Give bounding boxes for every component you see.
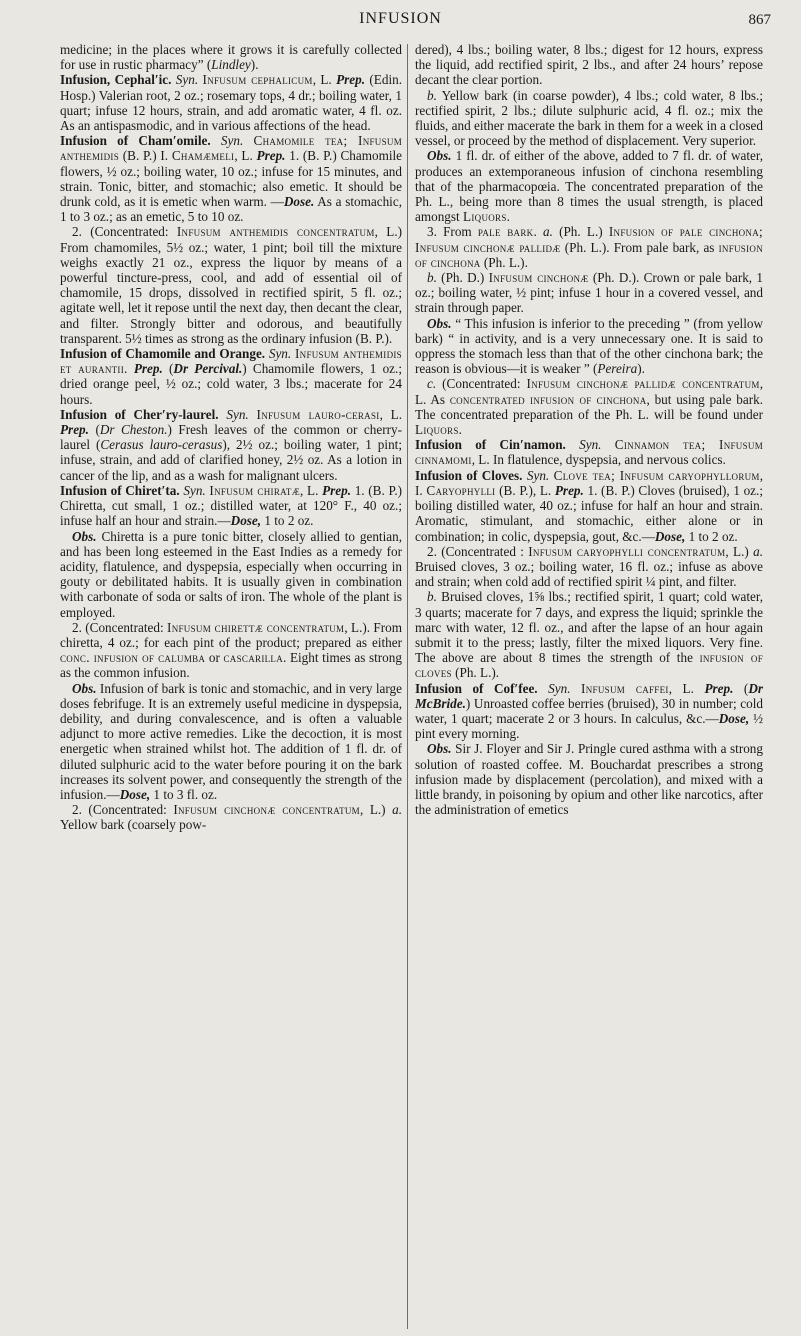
text-run xyxy=(538,681,549,696)
text-run: Infusion of bark is tonic and stomachic, and in very large doses febrifuge. It is an extremely useful medicine in dyspepsia, debility, and during convalescence, and is often a valuable adjunct to more active remedies. Like the decoction, it is most energetic when strained whilst hot. The addition of 1 fl. dr. of diluted sulphuric acid to the water before pouring it on the bark increases its solvent power, and consequently the strength of the infusion.— xyxy=(60,680,402,802)
text-run: pale bark xyxy=(477,224,534,240)
text-run: Prep. xyxy=(336,72,366,88)
text-run: , L.) From chamomiles, 5½ oz.; water, 1 pint; boil till the mixture weighs exactly 21 oz., express the liquor by means of a powerful tincture-press, cool, and add of essential oil of chamomile, 15 drops, dissolved in rectified spirit, 5 fl. oz.; agitate well, let it repose until the next day, then decant the clear, and filter. Strongly bitter and odorous, and beautifully transparent. 5½ times as strong as the ordinary infusion (B. P.). xyxy=(60,224,403,346)
text-run: medicine; in the places where it grows it is carefully collected for use in rustic pharmacy” ( xyxy=(60,42,402,73)
paragraph xyxy=(415,741,763,817)
text-run xyxy=(211,133,221,148)
text-run: As a stomachic, 1 to 3 oz.; as an emetic, 5 to 10 oz. xyxy=(60,194,402,225)
text-run: (B. P.), L. xyxy=(495,482,555,498)
entry-headword: Obs. xyxy=(427,148,452,164)
dictionary-entry xyxy=(60,483,402,529)
text-run: Infusum caffei xyxy=(581,680,669,696)
text-run: , L. xyxy=(668,680,705,696)
text-run: Prep. xyxy=(554,482,584,498)
text-run: 1 to 2 oz. xyxy=(261,513,314,529)
entry-headword: Obs. xyxy=(427,741,452,757)
text-run: Prep. xyxy=(704,680,734,696)
text-run: Sir J. Floyer and Sir J. Pringle cured asthma with a strong solution of roasted coffee. M. Bouchardat prescribes a strong infusion made by displacement (percolation), and mixed with a little brandy, in poisoning by opium and other like narcotics, after the administration of emetics xyxy=(415,741,763,818)
entry-headword: Infusion of Cham′omile. xyxy=(60,133,211,149)
paragraph xyxy=(60,681,402,803)
text-run: 1 fl. dr. of either of the above, added to 7 fl. dr. of water, produces an extemporaneous infusion of cinchona resembling that of the pharmacopœia. The concentrated preparation of the Ph. L., being more than 8 times the usual strength, is placed amongst xyxy=(415,148,763,225)
dictionary-entry xyxy=(60,407,402,483)
text-run: ( xyxy=(733,680,749,696)
dictionary-entry xyxy=(60,346,402,407)
text-run: (Ph. L.). xyxy=(480,254,528,270)
paragraph xyxy=(415,148,763,224)
text-run: ). xyxy=(637,361,645,377)
text-run: Syn. xyxy=(268,346,292,362)
entry-headword: Infusion of Chamomile and Orange. xyxy=(60,346,266,362)
text-run: Dr McBride. xyxy=(415,680,763,711)
text-run: Infusum chirettæ concentratum xyxy=(167,619,345,635)
text-run: or xyxy=(205,650,224,666)
text-run: 2. (Concentrated : xyxy=(427,543,529,559)
entry-headword: Infusion of Cin′namon. xyxy=(415,437,566,453)
text-run: Dose, xyxy=(119,786,151,802)
entry-headword: Infusion of Cloves. xyxy=(415,467,523,483)
text-run: ½ pint every morning. xyxy=(415,710,764,742)
text-run: Infusum cinchonæ concentratum xyxy=(173,802,360,818)
text-run: , I. xyxy=(415,467,764,498)
text-run: Syn. xyxy=(579,437,602,453)
text-run: , L. xyxy=(234,148,257,164)
text-run xyxy=(243,133,253,148)
text-run: Dose, xyxy=(654,528,686,544)
dictionary-entry xyxy=(415,437,763,467)
text-run: (Ph. L.) xyxy=(552,224,609,240)
text-run: ), 2½ oz.; boiling water, 1 pint; infuse, strain, and add of clarified honey, 2½ oz. As a lotion in cancer of the lip, and as a wash for malignant ulcers. xyxy=(60,437,402,483)
text-run: Cerasus lauro-cerasus xyxy=(100,437,223,453)
text-run: Cinnamon tea; Infusum cinnamomi xyxy=(415,437,764,468)
entry-headword: Obs. xyxy=(72,680,97,696)
paragraph xyxy=(415,544,763,590)
entry-headword: Obs. xyxy=(72,528,97,544)
text-run: 1. (B. P.) Chamomile flowers, ½ oz.; boiling water, 10 oz.; infuse for 15 minutes, and strain. Tonic, bitter, and stomachic; also emetic. It should be drunk cold, as it is emetic when warm. — xyxy=(60,148,403,210)
dictionary-entry xyxy=(415,681,763,742)
text-run: Infusum cephalicum xyxy=(202,72,313,88)
text-run: , but using pale bark. The concentrated preparation of the Ph. L. will be found under xyxy=(415,391,763,422)
text-run: Infusum chiratæ xyxy=(209,482,301,498)
text-run: Dose, xyxy=(230,513,262,529)
running-title: INFUSION xyxy=(359,10,442,27)
paragraph xyxy=(60,42,402,72)
paragraph xyxy=(60,802,402,832)
text-run: Syn. xyxy=(183,482,206,498)
text-run xyxy=(249,407,257,422)
text-run: ( xyxy=(162,361,174,377)
text-run: ) Unroasted coffee berries (bruised), 30 in number; cold water, 1 quart; macerate 2 or 3 hours. In calculus, &c.— xyxy=(415,695,763,726)
entry-headword: Infusion of Cher′ry-laurel. xyxy=(60,406,219,422)
text-run xyxy=(601,437,614,452)
text-run: a. xyxy=(753,543,763,559)
text-run xyxy=(566,437,579,452)
paragraph xyxy=(415,270,763,316)
text-run: Yellow bark (coarsely pow- xyxy=(60,817,207,833)
text-run: infusion of cloves xyxy=(415,650,764,681)
entry-headword: Obs. xyxy=(427,315,452,331)
text-run: Dose, xyxy=(718,710,750,726)
paragraph xyxy=(60,224,402,346)
text-run: Infusion of pale cinchona; Infusum cinchonæ pallidæ xyxy=(415,224,763,255)
text-run: 1. (B. P.) Chiretta, cut small, 1 oz.; distilled water, at 120° F., 40 oz.; infuse half an hour and strain.— xyxy=(60,482,403,529)
text-run: (Ph. D.). Crown or pale bark, 1 oz.; boiling water, ½ pint; infuse 1 hour in a covered vessel, and strain through paper. xyxy=(415,270,763,316)
text-run: conc. infusion of calumba xyxy=(60,650,206,666)
text-run: b. xyxy=(427,589,437,605)
text-run: Liquors xyxy=(415,422,459,438)
text-run: Clove tea; Infusum caryophyllorum xyxy=(553,467,760,483)
text-run: Yellow bark (in coarse powder), 4 lbs.; cold water, 8 lbs.; rectified spirit, 2 lbs.; dilute sulphuric acid, 4 fl. oz.; mix the fluids, and either macerate the bark in them for a week in a closed vessel, or proceed by the method of displacement. Very superior. xyxy=(415,87,763,149)
text-run: Lindley xyxy=(211,57,251,73)
paragraph xyxy=(415,224,763,270)
text-run: infusion of cinchona xyxy=(415,239,763,270)
text-run: , L. xyxy=(312,72,337,88)
text-run: ). xyxy=(250,57,259,73)
page-number: 867 xyxy=(748,12,771,28)
paragraph xyxy=(415,589,763,680)
text-run: Chiretta is a pure tonic bitter, closely allied to gentian, and has been long esteemed in the East Indies as a remedy for acidity, flatulence, and dyspepsia, especially when occurring in gouty or debilitated habits. It is usually given in combination with carbonate of soda or salts of iron. The whole of the plant is employed. xyxy=(60,528,402,620)
text-run: Chamæmeli xyxy=(171,148,235,164)
text-run: Infusum anthemidis concentratum xyxy=(176,224,375,240)
text-run: . xyxy=(506,209,510,225)
page-header xyxy=(0,0,801,40)
text-run: 2. (Concentrated: xyxy=(72,224,177,240)
entry-headword: Infusion, Cephal′ic. xyxy=(60,72,172,88)
text-run: , L. As xyxy=(415,376,763,407)
text-run: Prep. xyxy=(322,482,352,498)
text-run: (B. P.) I. xyxy=(119,148,172,164)
text-run: Bruised cloves, 1⅝ lbs.; rectified spirit, 1 quart; cold water, 3 quarts; macerate for 7 days, and express the liquid; sprinkle the marc with water, 12 fl. oz., and after the lapse of an hour again submit it to the press; lastly, filter the mixed liquors. Very fine. The above are about 8 times the strength of the xyxy=(415,589,763,666)
text-run: Pereira xyxy=(597,361,638,377)
text-run: Prep. xyxy=(133,361,163,377)
text-run: Infusum cinchonæ pallidæ concentratum xyxy=(526,376,760,392)
text-run: , L. xyxy=(379,406,403,422)
text-run: Infusum caryophylli concentratum xyxy=(528,543,726,559)
text-run: Dr Cheston. xyxy=(99,422,168,438)
text-run: Chamomile tea; Infusum anthemidis xyxy=(60,133,402,164)
right-column xyxy=(415,42,763,1332)
text-run: Syn. xyxy=(526,467,550,483)
text-run: . xyxy=(458,422,462,438)
text-run: Syn. xyxy=(548,680,571,696)
text-run: (Ph. L.). xyxy=(451,665,500,681)
text-run: , L.). From chiretta, 4 oz.; for each pint of the product; prepared as either xyxy=(60,619,403,650)
paragraph xyxy=(60,620,402,681)
text-run: ) Chamomile flowers, 1 oz.; dried orange peel, ½ oz.; cold water, 3 lbs.; macerate for 24 hours. xyxy=(60,361,402,407)
text-run: Infusum anthemidis et aurantii. xyxy=(60,346,402,377)
text-run: 1 to 3 fl. oz. xyxy=(150,786,218,802)
paragraph xyxy=(415,316,763,377)
text-run: 1 to 2 oz. xyxy=(685,528,738,544)
text-run: Syn. xyxy=(175,72,199,88)
column-divider xyxy=(407,44,408,1329)
text-run: concentrated infusion of cinchona xyxy=(449,391,647,407)
dictionary-entry xyxy=(60,72,402,133)
dictionary-entry xyxy=(415,468,763,544)
text-run: , L. xyxy=(300,482,323,498)
text-run xyxy=(571,681,582,696)
text-run: . Eight times as strong as the common infusion. xyxy=(60,650,402,681)
text-run: (Edin. Hosp.) Valerian root, 2 oz.; rosemary tops, 4 dr.; boiling water, 1 quart; infuse 12 hours, strain, and add aromatic water, 4 fl. oz. As an antispasmodic, and in various affections of the head. xyxy=(60,72,402,134)
text-run: (Concentrated: xyxy=(436,376,527,392)
text-run: Syn. xyxy=(226,406,249,422)
paragraph xyxy=(415,88,763,149)
text-run: c. xyxy=(427,376,437,392)
text-run: 2. (Concentrated: xyxy=(72,619,167,635)
text-run: (Ph. D.) xyxy=(436,270,489,286)
dictionary-entry xyxy=(60,133,402,224)
text-run: Caryophylli xyxy=(426,482,496,498)
text-run: . xyxy=(533,224,543,240)
paragraph xyxy=(60,529,402,620)
text-run: Syn. xyxy=(220,133,244,149)
paragraph xyxy=(415,42,763,88)
text-run: a. xyxy=(542,224,553,240)
text-run: cascarilla xyxy=(223,650,284,666)
text-run: Prep. xyxy=(60,422,89,438)
paragraph xyxy=(415,376,763,437)
text-run: Infusum cinchonæ xyxy=(488,270,589,286)
text-run: , L.) xyxy=(725,543,754,559)
text-run: Liquors xyxy=(463,209,507,225)
text-run: Bruised cloves, 3 oz.; boiling water, 16 fl. oz.; infuse as above and strain; when cold add of rectified spirit ¼ pint, and filter. xyxy=(415,558,763,590)
text-run: “ This infusion is inferior to the preceding ” (from yellow bark) “ in activity, and is a very unnecessary one. It is said to oppress the stomach less than that of the other cinchona bark; the reason is obvious—it is weaker ” ( xyxy=(415,315,763,377)
text-run: dered), 4 lbs.; boiling water, 8 lbs.; digest for 12 hours, express the liquid, add rectified spirit, 2 lbs., and after 24 hours’ repose decant the clear portion. xyxy=(415,42,763,88)
text-run: , L.) xyxy=(360,802,393,818)
text-run: Prep. xyxy=(256,148,286,164)
entry-headword: Infusion of Cof′fee. xyxy=(415,680,538,696)
text-run: ) Fresh leaves of the common or cherry-laurel ( xyxy=(60,422,402,453)
text-run: b. xyxy=(427,87,437,103)
left-column xyxy=(60,42,402,1332)
text-run: 2. (Concentrated: xyxy=(72,802,174,818)
text-run: 3. From xyxy=(427,224,478,240)
text-run: a. xyxy=(392,802,402,818)
text-run: 1. (B. P.) Cloves (bruised), 1 oz.; boiling distilled water, 40 oz.; infuse for half an hour and strain. Aromatic, stimulant, and stomachic, either alone or in combination; in colic, dyspepsia, gout, &c.— xyxy=(415,482,763,544)
text-run: Dr Percival. xyxy=(173,361,243,377)
text-run: , L. In flatulence, dyspepsia, and nervous colics. xyxy=(471,452,726,468)
text-run: (Ph. L.). From pale bark, as xyxy=(560,239,719,255)
text-run: b. xyxy=(427,270,437,286)
entry-headword: Infusion of Chiret′ta. xyxy=(60,482,180,498)
text-run: ( xyxy=(88,422,100,438)
text-run: Dose. xyxy=(283,194,315,210)
text-run: Infusum lauro-cerasi xyxy=(256,406,380,422)
